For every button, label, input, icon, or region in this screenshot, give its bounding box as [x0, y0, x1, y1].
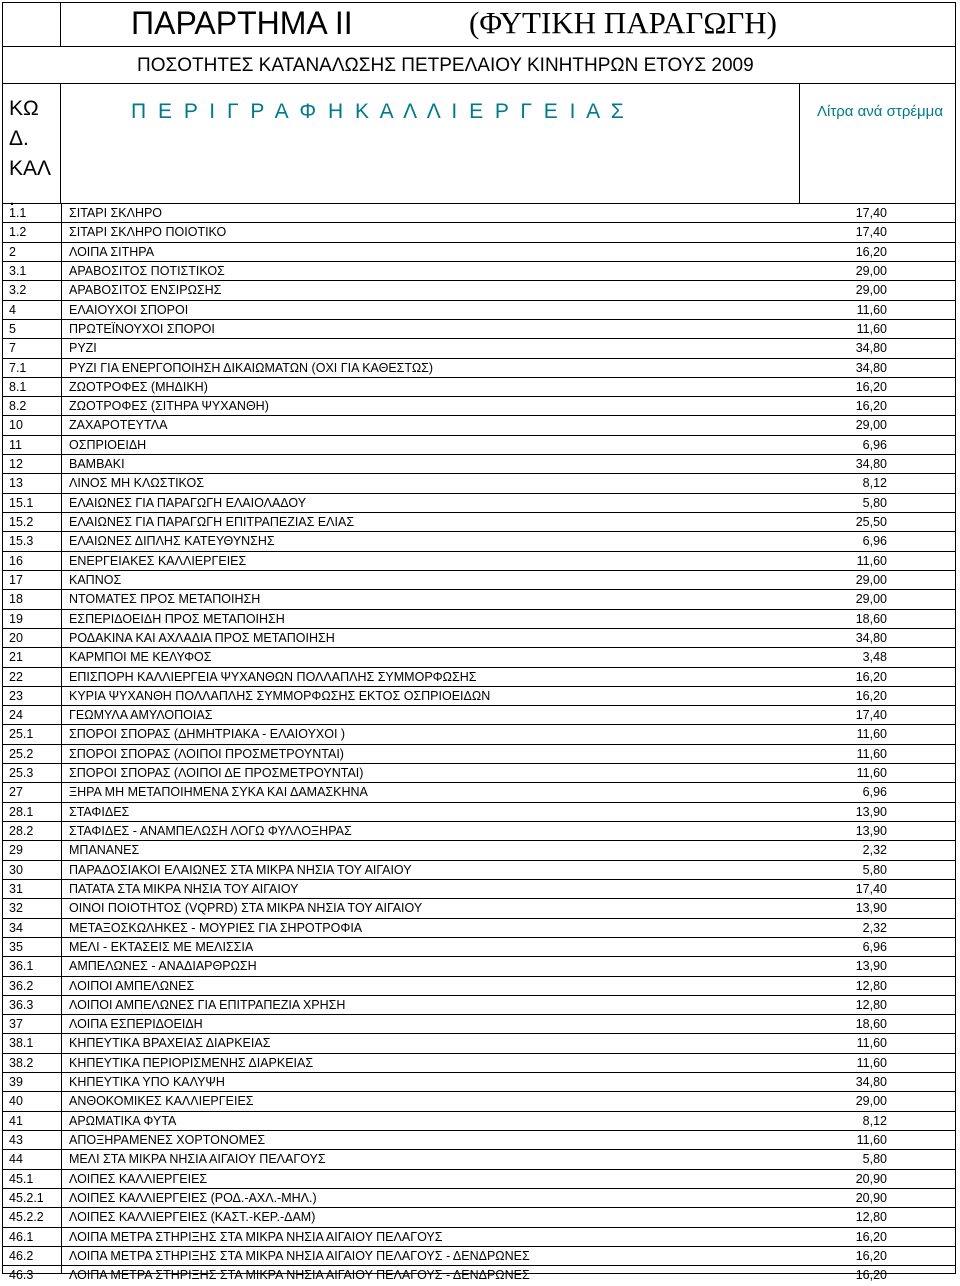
row-value: 13,90 — [855, 824, 887, 838]
row-value: 29,00 — [855, 418, 887, 433]
table-row — [3, 223, 955, 242]
row-value: 2,32 — [862, 843, 887, 858]
row-value: 11,60 — [856, 553, 887, 568]
row-description: ΓΕΩΜΥΛΑ ΑΜΥΛΟΠΟΙΑΣ — [69, 708, 213, 723]
row-description: ΣΠΟΡΟΙ ΣΠΟΡΑΣ (ΛΟΙΠΟΙ ΠΡΟΣΜΕΤΡΟΥΝΤΑΙ) — [69, 746, 344, 761]
row-value: 13,90 — [855, 804, 887, 819]
table-row — [3, 320, 955, 339]
row-description: ΣΤΑΦΙΔΕΣ — [69, 804, 130, 819]
row-code: 41 — [9, 1113, 23, 1128]
table-row — [3, 1054, 955, 1073]
row-value: 11,60 — [856, 1055, 887, 1070]
table-row — [3, 1208, 955, 1227]
table-row — [3, 629, 955, 648]
row-code: 43 — [9, 1133, 23, 1147]
row-description: ΝΤΟΜΑΤΕΣ ΠΡΟΣ ΜΕΤΑΠΟΙΗΣΗ — [69, 592, 261, 607]
row-value: 5,80 — [862, 862, 887, 877]
page-title-sub: (ΦΥΤΙΚΗ ΠΑΡΑΓΩΓΗ) — [469, 5, 778, 40]
table-row — [3, 552, 955, 571]
page-title: ΠΑΡΑΡΤΗΜΑ ΙΙ — [131, 5, 353, 41]
row-value: 2,32 — [862, 920, 887, 935]
row-code: 36.1 — [9, 959, 34, 974]
table-row — [3, 706, 955, 725]
table-row — [3, 532, 955, 551]
table-row — [3, 1015, 955, 1034]
row-description: ΒΑΜΒΑΚΙ — [69, 457, 125, 472]
row-code: 3.2 — [9, 283, 27, 298]
row-value: 18,60 — [855, 1017, 887, 1032]
table-row — [3, 610, 955, 629]
row-code: 1.2 — [9, 225, 27, 240]
table-row — [3, 301, 955, 320]
row-value: 16,20 — [855, 1248, 887, 1263]
row-code: 31 — [9, 881, 23, 896]
row-code: 4 — [9, 302, 16, 317]
table-row — [3, 455, 955, 474]
row-value: 3,48 — [862, 650, 887, 665]
row-code: 21 — [9, 650, 23, 665]
table-row — [3, 899, 955, 918]
row-value: 6,96 — [862, 785, 887, 800]
row-code: 23 — [9, 688, 23, 703]
row-value: 20,90 — [855, 1190, 887, 1205]
row-value: 16,20 — [855, 669, 887, 684]
header-divider — [799, 84, 800, 204]
row-value: 16,20 — [855, 244, 887, 259]
row-description: ΣΠΟΡΟΙ ΣΠΟΡΑΣ (ΔΗΜΗΤΡΙΑΚΑ - ΕΛΑΙΟΥΧΟΙ ) — [69, 727, 346, 742]
table-row — [3, 745, 955, 764]
row-description: ΚΗΠΕΥΤΙΚΑ ΥΠΟ ΚΑΛΥΨΗ — [69, 1075, 225, 1090]
row-code: 3.1 — [9, 263, 27, 278]
header-unit: Λίτρα ανά στρέμμα — [816, 103, 943, 120]
row-value: 11,60 — [856, 302, 887, 317]
title-row — [3, 3, 955, 47]
row-value: 13,90 — [855, 901, 887, 916]
row-value: 11,60 — [856, 321, 887, 336]
row-value: 17,40 — [855, 708, 887, 723]
row-description: ΡΥΖΙ ΓΙΑ ΕΝΕΡΓΟΠΟΙΗΣΗ ΔΙΚΑΙΩΜΑΤΩΝ (ΟΧΙ ΓΙΑ ΚΑΘΕΣΤΩΣ) — [69, 360, 434, 375]
row-description: ΚΗΠΕΥΤΙΚΑ ΠΕΡΙΟΡΙΣΜΕΝΗΣ ΔΙΑΡΚΕΙΑΣ — [69, 1055, 314, 1070]
row-code: 7 — [9, 341, 16, 356]
table-row — [3, 841, 955, 860]
row-description: ΣΙΤΑΡΙ ΣΚΛΗΡΟ — [69, 206, 163, 220]
row-value: 29,00 — [855, 572, 887, 587]
row-code: 36.2 — [9, 978, 34, 993]
table-row — [3, 1170, 955, 1189]
row-description: ΕΝΕΡΓΕΙΑΚΕΣ ΚΑΛΛΙΕΡΓΕΙΕΣ — [69, 553, 247, 568]
table-row — [3, 783, 955, 802]
row-code: 15.1 — [9, 495, 34, 510]
table-row — [3, 996, 955, 1015]
row-description: ΣΤΑΦΙΔΕΣ - ΑΝΑΜΠΕΛΩΣΗ ΛΟΓΩ ΦΥΛΛΟΞΗΡΑΣ — [69, 824, 352, 838]
row-value: 34,80 — [855, 457, 887, 472]
table-row — [3, 957, 955, 976]
row-code: 15.2 — [9, 515, 34, 529]
row-code: 44 — [9, 1152, 23, 1167]
row-code: 15.3 — [9, 534, 34, 549]
row-value: 6,96 — [862, 534, 887, 549]
row-description: ΛΟΙΠΟΙ ΑΜΠΕΛΩΝΕΣ ΓΙΑ ΕΠΙΤΡΑΠΕΖΙΑ ΧΡΗΣΗ — [69, 997, 346, 1012]
table-row — [3, 436, 955, 455]
row-code: 5 — [9, 321, 16, 336]
row-description: ΑΝΘΟΚΟΜΙΚΕΣ ΚΑΛΛΙΕΡΓΕΙΕΣ — [69, 1094, 254, 1109]
row-code: 34 — [9, 920, 23, 935]
row-description: ΕΠΙΣΠΟΡΗ ΚΑΛΛΙΕΡΓΕΙΑ ΨΥΧΑΝΘΩΝ ΠΟΛΛΑΠΛΗΣ ΣΥΜΜΟΡΦΩΣΗΣ — [69, 669, 477, 684]
row-value: 13,90 — [855, 959, 887, 974]
row-description: ΑΡΑΒΟΣΙΤΟΣ ΕΝΣΙΡΩΣΗΣ — [69, 283, 222, 298]
row-description: ΛΙΝΟΣ ΜΗ ΚΛΩΣΤΙΚΟΣ — [69, 476, 204, 491]
row-description: ΛΟΙΠΕΣ ΚΑΛΛΙΕΡΓΕΙΕΣ (ΡΟΔ.-ΑΧΛ.-ΜΗΛ.) — [69, 1190, 317, 1205]
row-description: ΛΟΙΠΟΙ ΑΜΠΕΛΩΝΕΣ — [69, 978, 195, 993]
table-row — [3, 1189, 955, 1208]
row-code: 45.2.1 — [9, 1190, 44, 1205]
row-description: ΞΗΡΑ ΜΗ ΜΕΤΑΠΟΙΗΜΕΝΑ ΣΥΚΑ ΚΑΙ ΔΑΜΑΣΚΗΝΑ — [69, 785, 368, 800]
row-code: 38.2 — [9, 1055, 34, 1070]
row-description: ΑΜΠΕΛΩΝΕΣ - ΑΝΑΔΙΑΡΘΡΩΣΗ — [69, 959, 257, 974]
row-description: ΣΙΤΑΡΙ ΣΚΛΗΡΟ ΠΟΙΟΤΙΚΟ — [69, 225, 227, 240]
row-value: 11,60 — [856, 766, 887, 781]
row-description: ΚΥΡΙΑ ΨΥΧΑΝΘΗ ΠΟΛΛΑΠΛΗΣ ΣΥΜΜΟΡΦΩΣΗΣ ΕΚΤΟΣ ΟΣΠΡΙΟΕΙΔΩΝ — [69, 688, 491, 703]
table-row — [3, 1150, 955, 1169]
row-value: 34,80 — [855, 360, 887, 375]
row-code: 46.1 — [9, 1229, 34, 1244]
header-description: Π Ε Ρ Ι Γ Ρ Α Φ Η Κ Α Λ Λ Ι Ε Ρ Γ Ε Ι Α Σ — [131, 100, 627, 123]
table-row — [3, 281, 955, 300]
row-value: 16,20 — [855, 688, 887, 703]
row-code: 19 — [9, 611, 23, 626]
row-value: 34,80 — [855, 630, 887, 645]
row-code: 22 — [9, 669, 23, 684]
row-code: 7.1 — [9, 360, 27, 375]
table-header — [3, 84, 955, 210]
title-left-cell — [3, 3, 61, 47]
row-code: 25.1 — [9, 727, 34, 742]
row-description: ΠΑΡΑΔΟΣΙΑΚΟΙ ΕΛΑΙΩΝΕΣ ΣΤΑ ΜΙΚΡΑ ΝΗΣΙΑ ΤΟΥ ΑΙΓΑΙΟΥ — [69, 862, 412, 877]
row-value: 16,20 — [855, 1268, 887, 1283]
table-row — [3, 861, 955, 880]
table-row — [3, 474, 955, 493]
row-description: ΜΕΛΙ - ΕΚΤΑΣΕΙΣ ΜΕ ΜΕΛΙΣΣΙΑ — [69, 939, 254, 954]
table-row — [3, 378, 955, 397]
row-value: 11,60 — [856, 1133, 887, 1147]
row-description: ΕΛΑΙΩΝΕΣ ΓΙΑ ΠΑΡΑΓΩΓΗ ΕΛΑΙΟΛΑΔΟΥ — [69, 495, 307, 510]
table-row — [3, 764, 955, 783]
table-row — [3, 977, 955, 996]
table-row — [3, 1112, 955, 1131]
table-row — [3, 359, 955, 378]
subtitle-row — [3, 47, 955, 84]
row-description: ΟΣΠΡΙΟΕΙΔΗ — [69, 437, 147, 452]
table-row — [3, 339, 955, 358]
row-code: 12 — [9, 457, 23, 472]
row-description: ΕΣΠΕΡΙΔΟΕΙΔΗ ΠΡΟΣ ΜΕΤΑΠΟΙΗΣΗ — [69, 611, 285, 626]
row-code: 45.1 — [9, 1171, 34, 1186]
table-row — [3, 262, 955, 281]
row-description: ΑΡΩΜΑΤΙΚΑ ΦΥΤΑ — [69, 1113, 177, 1128]
row-description: ΛΟΙΠΑ ΜΕΤΡΑ ΣΤΗΡΙΞΗΣ ΣΤΑ ΜΙΚΡΑ ΝΗΣΙΑ ΑΙΓΑΙΟΥ ΠΕΛΑΓΟΥΣ - ΔΕΝΔΡΩΝΕΣ — [69, 1268, 530, 1283]
row-code: 45.2.2 — [9, 1210, 44, 1225]
row-code: 13 — [9, 476, 23, 491]
row-description: ΖΩΟΤΡΟΦΕΣ (ΣΙΤΗΡΑ ΨΥΧΑΝΘΗ) — [69, 399, 269, 414]
table-body — [3, 204, 955, 1286]
row-description: ΑΡΑΒΟΣΙΤΟΣ ΠΟΤΙΣΤΙΚΟΣ — [69, 263, 225, 278]
row-description: ΡΥΖΙ — [69, 341, 97, 356]
table-row — [3, 416, 955, 435]
row-description: ΣΠΟΡΟΙ ΣΠΟΡΑΣ (ΛΟΙΠΟΙ ΔΕ ΠΡΟΣΜΕΤΡΟΥΝΤΑΙ) — [69, 766, 364, 781]
document-table — [2, 2, 956, 1283]
row-description: ΛΟΙΠΑ ΜΕΤΡΑ ΣΤΗΡΙΞΗΣ ΣΤΑ ΜΙΚΡΑ ΝΗΣΙΑ ΑΙΓΑΙΟΥ ΠΕΛΑΓΟΥΣ — [69, 1229, 443, 1244]
row-code: 30 — [9, 862, 23, 877]
row-code: 25.3 — [9, 766, 34, 781]
table-row — [3, 1266, 955, 1285]
row-value: 6,96 — [862, 437, 887, 452]
header-code: ΚΩ Δ. ΚΑΛ . — [3, 84, 61, 204]
table-row — [3, 880, 955, 899]
row-code: 25.2 — [9, 746, 34, 761]
table-row — [3, 725, 955, 744]
row-description: ΖΑΧΑΡΟΤΕΥΤΛΑ — [69, 418, 168, 433]
row-description: ΕΛΑΙΟΥΧΟΙ ΣΠΟΡΟΙ — [69, 302, 189, 317]
row-value: 29,00 — [855, 283, 887, 298]
row-value: 29,00 — [855, 592, 887, 607]
table-row — [3, 513, 955, 532]
row-description: ΖΩΟΤΡΟΦΕΣ (ΜΗΔΙΚΗ) — [69, 379, 208, 394]
table-row — [3, 494, 955, 513]
row-code: 10 — [9, 418, 23, 433]
table-row — [3, 1073, 955, 1092]
row-code: 2 — [9, 244, 16, 259]
row-description: ΛΟΙΠΕΣ ΚΑΛΛΙΕΡΓΕΙΕΣ (ΚΑΣΤ.-ΚΕΡ.-ΔΑΜ) — [69, 1210, 316, 1225]
row-value: 12,80 — [855, 997, 887, 1012]
row-value: 34,80 — [855, 341, 887, 356]
row-description: ΛΟΙΠΑ ΣΙΤΗΡΑ — [69, 244, 155, 259]
table-row — [3, 1247, 955, 1266]
table-row — [3, 1034, 955, 1053]
table-row — [3, 803, 955, 822]
row-value: 16,20 — [855, 399, 887, 414]
row-description: ΠΑΤΑΤΑ ΣΤΑ ΜΙΚΡΑ ΝΗΣΙΑ ΤΟΥ ΑΙΓΑΙΟΥ — [69, 881, 299, 896]
row-code: 36.3 — [9, 997, 34, 1012]
row-description: ΛΟΙΠΑ ΜΕΤΡΑ ΣΤΗΡΙΞΗΣ ΣΤΑ ΜΙΚΡΑ ΝΗΣΙΑ ΑΙΓΑΙΟΥ ΠΕΛΑΓΟΥΣ - ΔΕΝΔΡΩΝΕΣ — [69, 1248, 530, 1263]
row-code: 27 — [9, 785, 23, 800]
row-description: ΚΑΠΝΟΣ — [69, 572, 122, 587]
table-row — [3, 919, 955, 938]
row-description: ΕΛΑΙΩΝΕΣ ΓΙΑ ΠΑΡΑΓΩΓΗ ΕΠΙΤΡΑΠΕΖΙΑΣ ΕΛΙΑΣ — [69, 515, 355, 529]
row-code: 37 — [9, 1017, 23, 1032]
row-value: 16,20 — [855, 379, 887, 394]
table-row — [3, 1092, 955, 1111]
row-code: 32 — [9, 901, 23, 916]
row-description: ΜΠΑΝΑΝΕΣ — [69, 843, 140, 858]
row-value: 11,60 — [856, 1036, 887, 1051]
row-code: 20 — [9, 630, 23, 645]
row-code: 35 — [9, 939, 23, 954]
row-code: 24 — [9, 708, 23, 723]
table-row — [3, 822, 955, 841]
row-value: 11,60 — [856, 746, 887, 761]
row-description: ΚΗΠΕΥΤΙΚΑ ΒΡΑΧΕΙΑΣ ΔΙΑΡΚΕΙΑΣ — [69, 1036, 271, 1051]
row-value: 11,60 — [856, 727, 887, 742]
row-value: 29,00 — [855, 263, 887, 278]
column-divider-code — [61, 204, 62, 1274]
table-row — [3, 571, 955, 590]
row-description: ΚΑΡΜΠΟΙ ΜΕ ΚΕΛΥΦΟΣ — [69, 650, 212, 665]
row-value: 17,40 — [855, 206, 887, 220]
table-row — [3, 687, 955, 706]
row-code: 16 — [9, 553, 23, 568]
row-code: 29 — [9, 843, 23, 858]
row-value: 12,80 — [855, 978, 887, 993]
row-code: 38.1 — [9, 1036, 34, 1051]
table-row — [3, 397, 955, 416]
row-code: 18 — [9, 592, 23, 607]
row-description: ΡΟΔΑΚΙΝΑ ΚΑΙ ΑΧΛΑΔΙΑ ΠΡΟΣ ΜΕΤΑΠΟΙΗΣΗ — [69, 630, 335, 645]
row-description: ΟΙΝΟΙ ΠΟΙΟΤΗΤΟΣ (VQPRD) ΣΤΑ ΜΙΚΡΑ ΝΗΣΙΑ ΤΟΥ ΑΙΓΑΙΟΥ — [69, 901, 423, 916]
row-value: 20,90 — [855, 1171, 887, 1186]
table-row — [3, 590, 955, 609]
row-code: 17 — [9, 572, 23, 587]
page-subtitle: ΠΟΣΟΤΗΤΕΣ ΚΑΤΑΝΑΛΩΣΗΣ ΠΕΤΡΕΛΑΙΟΥ ΚΙΝΗΤΗΡΩΝ ΕΤΟΥΣ 2009 — [137, 55, 754, 76]
row-value: 5,80 — [862, 495, 887, 510]
table-row — [3, 938, 955, 957]
row-value: 17,40 — [855, 881, 887, 896]
row-value: 29,00 — [855, 1094, 887, 1109]
row-description: ΛΟΙΠΕΣ ΚΑΛΛΙΕΡΓΕΙΕΣ — [69, 1171, 208, 1186]
row-description: ΕΛΑΙΩΝΕΣ ΔΙΠΛΗΣ ΚΑΤΕΥΘΥΝΣΗΣ — [69, 534, 275, 549]
row-description: ΜΕΤΑΞΟΣΚΩΛΗΚΕΣ - ΜΟΥΡΙΕΣ ΓΙΑ ΣΗΡΟΤΡΟΦΙΑ — [69, 920, 363, 935]
table-row — [3, 243, 955, 262]
table-row — [3, 1131, 955, 1150]
row-code: 46.2 — [9, 1248, 34, 1263]
row-code: 40 — [9, 1094, 23, 1109]
row-code: 11 — [9, 437, 22, 452]
table-row — [3, 1228, 955, 1247]
table-row — [3, 668, 955, 687]
row-code: 39 — [9, 1075, 23, 1090]
row-value: 8,12 — [862, 1113, 887, 1128]
row-code: 8.1 — [9, 379, 27, 394]
row-value: 34,80 — [855, 1075, 887, 1090]
row-value: 8,12 — [862, 476, 887, 491]
row-value: 5,80 — [862, 1152, 887, 1167]
row-code: 8.2 — [9, 399, 27, 414]
row-value: 12,80 — [855, 1210, 887, 1225]
row-description: ΛΟΙΠΑ ΕΣΠΕΡΙΔΟΕΙΔΗ — [69, 1017, 203, 1032]
row-description: ΑΠΟΞΗΡΑΜΕΝΕΣ ΧΟΡΤΟΝΟΜΕΣ — [69, 1133, 266, 1147]
row-code: 46.3 — [9, 1268, 34, 1283]
row-code: 28.1 — [9, 804, 34, 819]
row-value: 18,60 — [855, 611, 887, 626]
row-value: 25,50 — [855, 515, 887, 529]
row-code: 28.2 — [9, 824, 34, 838]
row-description: ΜΕΛΙ ΣΤΑ ΜΙΚΡΑ ΝΗΣΙΑ ΑΙΓΑΙΟΥ ΠΕΛΑΓΟΥΣ — [69, 1152, 326, 1167]
row-value: 6,96 — [862, 939, 887, 954]
table-row — [3, 648, 955, 667]
row-code: 1.1 — [9, 206, 27, 220]
row-description: ΠΡΩΤΕΪΝΟΥΧΟΙ ΣΠΟΡΟΙ — [69, 321, 215, 336]
table-row — [3, 204, 955, 223]
row-value: 17,40 — [855, 225, 887, 240]
row-value: 16,20 — [855, 1229, 887, 1244]
